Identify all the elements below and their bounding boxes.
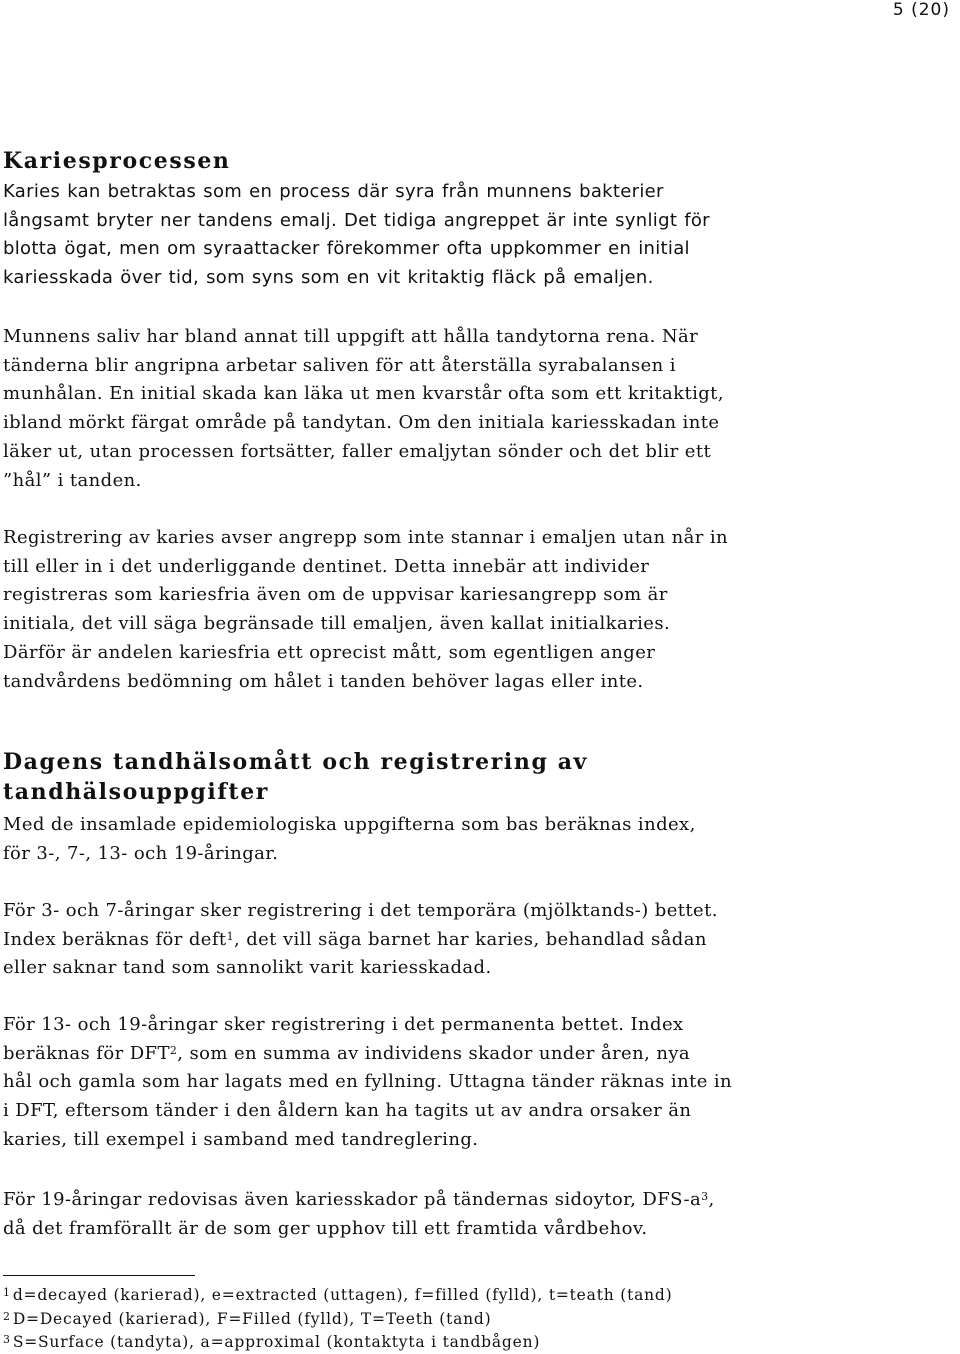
text-line: karies, till exempel i samband med tandreglering. — [3, 1128, 479, 1150]
text-line: hål och gamla som har lagats med en fyllning. Uttagna tänder räknas inte in — [3, 1071, 733, 1093]
text-line: tandvårdens bedömning om hålet i tanden behöver lagas eller inte. — [3, 670, 644, 692]
page-number: 5 (20) — [892, 0, 950, 20]
paragraph-dfs-a — [3, 1186, 715, 1243]
footnote-3 — [3, 1330, 540, 1354]
text-line: ibland mörkt färgat område på tandytan. Om den initiala kariesskadan inte — [3, 412, 720, 434]
text-line: i DFT, eftersom tänder i den åldern kan ha tagits ut av andra orsaker än — [3, 1100, 692, 1122]
text-segment: Index beräknas för deft — [3, 928, 227, 950]
text-line: Munnens saliv har bland annat till uppgift att hålla tandytorna rena. När — [3, 326, 699, 347]
paragraph-saliv — [3, 323, 724, 495]
footnote-number: 2 — [3, 1310, 11, 1323]
text-line — [3, 1186, 715, 1215]
text-line: eller saknar tand som sannolikt varit kariesskadad. — [3, 957, 492, 979]
text-line: För 13- och 19-åringar sker registrering i det permanenta bettet. Index — [3, 1014, 684, 1035]
text-segment: , som en summa av individens skador under åren, nya — [177, 1042, 691, 1064]
footnote-2 — [3, 1307, 492, 1331]
paragraph-index-intro — [3, 811, 696, 868]
text-line — [3, 926, 718, 955]
text-line: För 3- och 7-åringar sker registrering i det temporära (mjölktands-) bettet. — [3, 900, 718, 921]
text-line: tänderna blir angripna arbetar saliven för att återställa syrabalansen i — [3, 354, 676, 376]
text-line: blotta ögat, men om syraattacker förekommer ofta uppkommer en initial — [3, 238, 690, 260]
text-line: kariesskada över tid, som syns som en vit kritaktig fläck på emaljen. — [3, 267, 654, 289]
footnote-ref: 3 — [701, 1190, 709, 1203]
text-line: Karies kan betraktas som en process där syra från munnens bakterier — [3, 181, 664, 202]
text-line: för 3-, 7-, 13- och 19-åringar. — [3, 842, 279, 864]
text-line: munhålan. En initial skada kan läka ut men kvarstår ofta som ett kritaktigt, — [3, 383, 724, 405]
heading-line: Dagens tandhälsomått och registrering av — [3, 749, 588, 775]
heading-line: tandhälsouppgifter — [3, 779, 269, 805]
text-line: då det framförallt är de som ger upphov till ett framtida vårdbehov. — [3, 1217, 648, 1239]
section-heading-kariesprocessen: Kariesprocessen — [3, 148, 231, 174]
text-line: läker ut, utan processen fortsätter, faller emaljytan sönder och det blir ett — [3, 440, 712, 462]
footnote-number: 3 — [3, 1333, 11, 1346]
text-line: långsamt bryter ner tandens emalj. Det tidiga angreppet är inte synligt för — [3, 209, 710, 231]
paragraph-deft — [3, 897, 718, 983]
section-heading-tandhalsomatt — [3, 747, 588, 807]
footnote-number: 1 — [3, 1286, 11, 1299]
text-segment: , — [708, 1189, 715, 1210]
text-line: till eller in i det underliggande dentinet. Detta innebär att individer — [3, 555, 650, 577]
footnote-ref: 1 — [226, 929, 234, 943]
text-line — [3, 1040, 732, 1069]
paragraph-registrering — [3, 524, 728, 696]
text-segment: beräknas för DFT — [3, 1042, 170, 1064]
text-segment: För 19-åringar redovisas även kariesskador på tändernas sidoytor, DFS-a — [3, 1189, 702, 1210]
text-line: Med de insamlade epidemiologiska uppgifterna som bas beräknas index, — [3, 814, 696, 835]
footnote-1 — [3, 1283, 673, 1307]
text-segment: , det vill säga barnet har karies, behandlad sådan — [233, 928, 707, 950]
paragraph-kariesprocessen-intro — [3, 178, 710, 293]
text-line: Därför är andelen kariesfria ett oprecist mått, som egentligen anger — [3, 641, 656, 663]
paragraph-dft — [3, 1011, 732, 1155]
footnote-text: d=decayed (karierad), e=extracted (uttagen), f=filled (fylld), t=teath (tand) — [12, 1286, 673, 1304]
footnote-text: D=Decayed (karierad), F=Filled (fylld), T=Teeth (tand) — [12, 1310, 492, 1328]
footnote-divider — [3, 1275, 195, 1276]
text-line: initiala, det vill säga begränsade till emaljen, även kallat initialkaries. — [3, 613, 671, 635]
text-line: ”hål” i tanden. — [3, 469, 142, 491]
text-line: Registrering av karies avser angrepp som inte stannar i emaljen utan når in — [3, 527, 729, 548]
footnote-ref: 2 — [169, 1043, 178, 1057]
footnote-text: S=Surface (tandyta), a=approximal (kontaktyta i tandbågen) — [12, 1333, 541, 1351]
text-line: registreras som kariesfria även om de uppvisar kariesangrepp som är — [3, 584, 668, 606]
